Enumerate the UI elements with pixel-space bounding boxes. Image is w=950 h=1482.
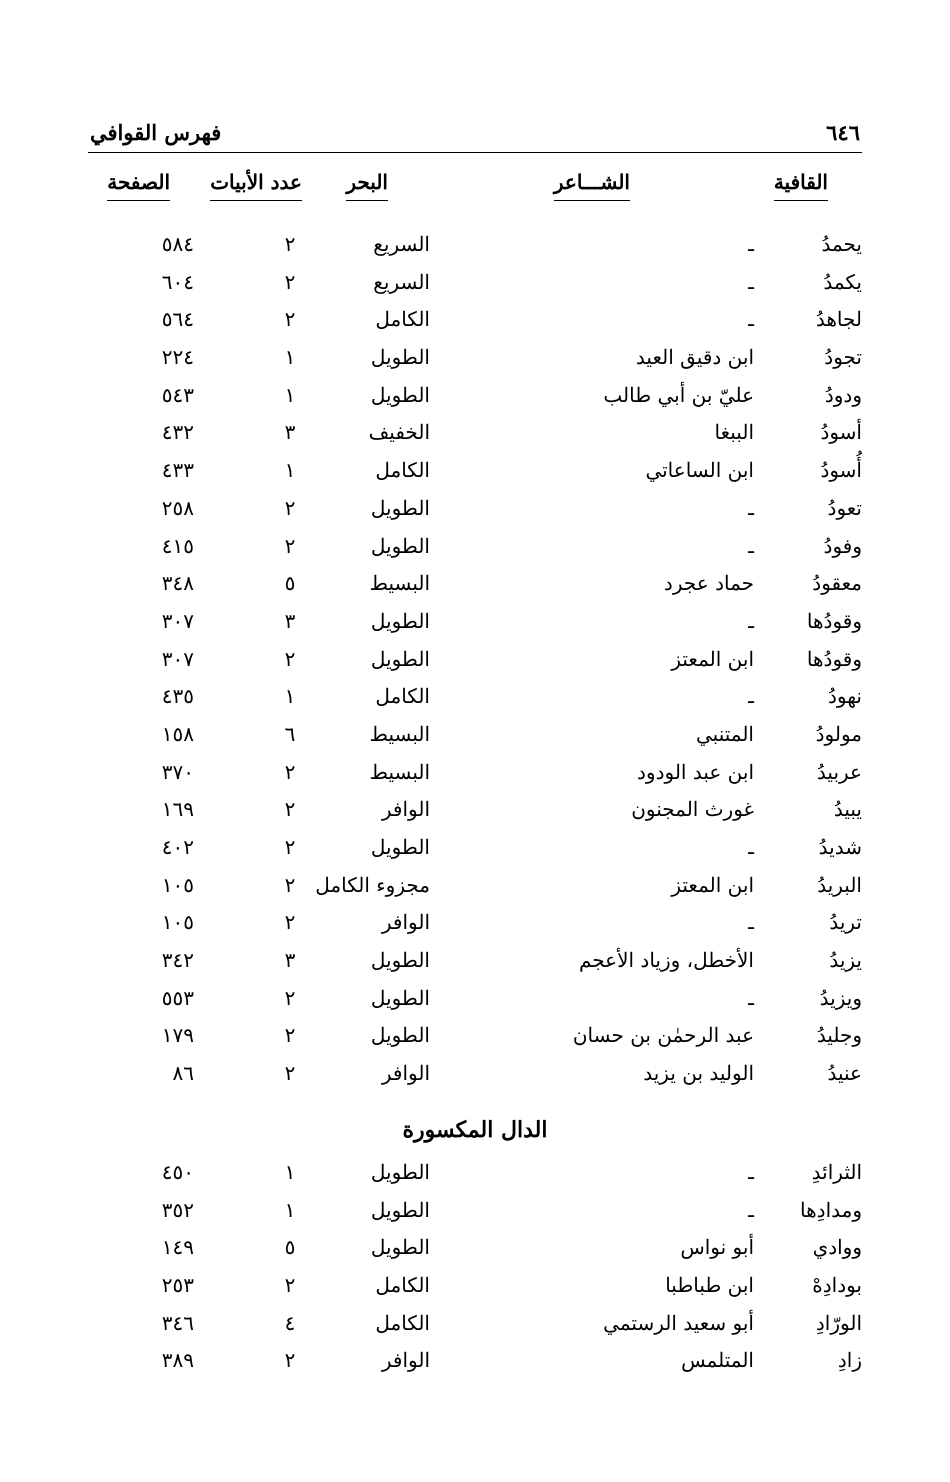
rhyme-table [88,226,862,1093]
table-row [88,339,862,377]
column-headers [88,170,862,214]
rhyme-cell: وقودُها [806,646,862,671]
meter-cell: الكامل [375,458,430,483]
poet-cell: حماد عجرد [663,571,754,596]
poet-cell: المتنبي [696,721,754,746]
poet-cell: الببغا [714,420,754,445]
verses-cell: ١ [284,458,296,483]
meter-cell: الكامل [375,1273,430,1298]
page-cell: ٢٥٣ [161,1273,194,1298]
meter-cell: الطويل [370,835,430,859]
verses-cell: ٢ [284,1023,296,1048]
meter-cell: الكامل [375,307,430,332]
poet-cell: عبد الرحمٰن بن حسان [572,1023,754,1048]
poet-cell: غورث المجنون [631,797,754,822]
poet-cell: ابن الساعاتي [645,458,754,483]
verses-cell: ٢ [284,307,296,332]
verses-cell: ٢ [284,269,296,294]
poet-cell: ابن طباطبا [665,1273,754,1298]
page-cell: ٣٤٢ [161,948,194,973]
header-rhyme: القافية [774,170,828,201]
verses-cell: ٢ [284,646,296,671]
meter-cell: الطويل [370,985,430,1010]
rhyme-cell: أُسودُ [820,458,862,483]
rhyme-table-kasra [88,1154,862,1380]
table-row [88,829,862,867]
header-verses: عدد الأبيات [210,170,302,201]
table-row [88,942,862,980]
verses-cell: ٣ [284,948,296,973]
page-cell: ١٠٥ [161,910,194,935]
meter-cell: الوافر [381,1061,430,1086]
poet-cell: الأخطل، وزياد الأعجم [578,948,754,973]
rhyme-cell: البريدُ [817,872,862,897]
table-row [88,1192,862,1230]
table-row [88,1305,862,1343]
meter-cell: الوافر [381,910,430,935]
verses-cell: ٢ [284,910,296,935]
page-cell: ٣٠٧ [161,608,194,633]
meter-cell: الخفيف [368,420,430,445]
rhyme-cell: تريدُ [829,910,862,935]
rhyme-cell: يحمدُ [821,232,862,256]
rhyme-cell: زادِ [837,1348,862,1373]
rhyme-cell: أسودُ [820,420,862,445]
table-row [88,1267,862,1305]
verses-cell: ١ [284,684,296,709]
poet-cell: ـ [748,232,754,256]
meter-cell: السريع [373,232,430,256]
meter-cell: الطويل [370,608,430,633]
page-cell: ٣٤٨ [161,571,194,596]
page-cell: ١٧٩ [161,1023,194,1048]
rhyme-cell: بودادِهْ [812,1273,862,1298]
verses-cell: ٢ [284,495,296,520]
meter-cell: الوافر [381,1348,430,1373]
page-cell: ٥٦٤ [161,307,194,332]
verses-cell: ٢ [284,872,296,897]
verses-cell: ٥ [284,571,296,596]
poet-cell: ـ [748,533,754,558]
rhyme-cell: يزيدُ [829,948,862,973]
page-cell: ٤٠٢ [161,835,194,859]
meter-cell: الطويل [370,1197,430,1222]
page-cell: ٥٨٤ [161,232,194,256]
table-row [88,414,862,452]
poet-cell: ابن دقيق العيد [635,345,754,370]
page-cell: ٤٣٣ [161,458,194,483]
table-row [88,301,862,339]
table-row [88,791,862,829]
meter-cell: الطويل [370,533,430,558]
page-cell: ١٤٩ [161,1235,194,1260]
page-cell: ٣٧٠ [161,759,194,784]
table-row [88,603,862,641]
rhyme-cell: وقودُها [806,608,862,633]
header-meter: البحر [346,170,388,201]
verses-cell: ٥ [284,1235,296,1260]
meter-cell: الطويل [370,1235,430,1260]
poet-cell: ـ [748,985,754,1010]
meter-cell: الكامل [375,684,430,709]
verses-cell: ١ [284,345,296,370]
table-row [88,377,862,415]
rhyme-cell: وجليدُ [816,1023,862,1048]
meter-cell: الطويل [370,948,430,973]
meter-cell: الوافر [381,797,430,822]
page-cell: ٥٥٣ [161,985,194,1010]
table-row [88,528,862,566]
table-row [88,867,862,905]
verses-cell: ٢ [284,797,296,822]
rhyme-cell: عنيدُ [827,1061,862,1086]
table-row [88,1229,862,1267]
rhyme-cell: شديدُ [818,835,862,859]
poet-cell: الوليد بن يزيد [643,1061,754,1086]
table-row [88,490,862,528]
verses-cell: ٢ [284,759,296,784]
poet-cell: أبو نواس [680,1235,754,1260]
poet-cell: ابن المعتز [671,872,754,897]
page-cell: ٣٨٩ [161,1348,194,1373]
meter-cell: السريع [373,269,430,294]
rhyme-cell: يبيدُ [833,797,862,822]
verses-cell: ٢ [284,533,296,558]
table-row [88,716,862,754]
verses-cell: ٢ [284,1061,296,1086]
meter-cell: البسيط [369,721,430,746]
poet-cell: ـ [748,495,754,520]
verses-cell: ١ [284,1160,296,1184]
meter-cell: الطويل [370,382,430,407]
verses-cell: ١ [284,382,296,407]
rhyme-cell: الورّادِ [815,1310,862,1335]
table-row [88,980,862,1018]
rhyme-cell: ودودُ [824,382,862,407]
page-cell: ٤٣٥ [161,684,194,709]
table-row [88,678,862,716]
page-cell: ٣٠٧ [161,646,194,671]
poet-cell: ـ [748,269,754,294]
poet-cell: ـ [748,1197,754,1222]
rhyme-cell: مولودُ [815,721,862,746]
table-row [88,1017,862,1055]
poet-cell: ـ [748,1160,754,1184]
rhyme-cell: عربيدُ [816,759,862,784]
rhyme-cell: تعودُ [827,495,862,520]
poet-cell: ـ [748,684,754,709]
meter-cell: الطويل [370,345,430,370]
index-title: فهرس القوافي [90,120,222,145]
verses-cell: ٢ [284,232,296,256]
section-title: الدال المكسورة [402,1117,548,1143]
poet-cell: ـ [748,608,754,633]
poet-cell: ابن عبد الودود [637,759,754,784]
meter-cell: الطويل [370,1160,430,1184]
page-cell: ٢٢٤ [161,345,194,370]
meter-cell: الطويل [370,495,430,520]
poet-cell: أبو سعيد الرستمي [603,1310,754,1335]
table-row [88,904,862,942]
verses-cell: ٣ [284,608,296,633]
verses-cell: ٢ [284,1273,296,1298]
poet-cell: ابن المعتز [671,646,754,671]
meter-cell: الطويل [370,646,430,671]
meter-cell: البسيط [369,759,430,784]
verses-cell: ٤ [284,1310,296,1335]
meter-cell: الكامل [375,1310,430,1335]
page-cell: ٤١٥ [161,533,194,558]
page-cell: ٢٥٨ [161,495,194,520]
meter-cell: البسيط [369,571,430,596]
verses-cell: ٢ [284,835,296,859]
table-row [88,264,862,302]
table-row [88,1342,862,1380]
verses-cell: ١ [284,1197,296,1222]
page-cell: ١٥٨ [161,721,194,746]
rhyme-cell: الثرائدِ [811,1160,862,1184]
table-row [88,565,862,603]
verses-cell: ٢ [284,1348,296,1373]
header-poet: الشـــاعر [554,170,630,201]
page-number: ٦٤٦ [826,120,860,145]
table-row [88,452,862,490]
page-cell: ٣٥٢ [161,1197,194,1222]
meter-cell: الطويل [370,1023,430,1048]
poet-cell: المتلمس [681,1348,754,1373]
meter-cell: مجزوء الكامل [315,872,430,897]
page-cell: ٤٣٢ [161,420,194,445]
running-head [88,116,862,153]
poet-cell: ـ [748,835,754,859]
table-row [88,1154,862,1192]
rhyme-cell: لجاهدُ [815,307,862,332]
rhyme-cell: يكمدُ [823,269,862,294]
verses-cell: ٦ [284,721,296,746]
poet-cell: ـ [748,910,754,935]
page-cell: ٤٥٠ [161,1160,194,1184]
page-cell: ٦٠٤ [161,269,194,294]
rhyme-cell: وفودُ [823,533,862,558]
rhyme-cell: ومدادِها [800,1197,862,1222]
page-cell: ٣٤٦ [161,1310,194,1335]
table-row [88,226,862,264]
table-row [88,641,862,679]
rhyme-cell: تجودُ [824,345,862,370]
rhyme-cell: ويزيدُ [819,985,862,1010]
page-cell: ٥٤٣ [161,382,194,407]
header-page: الصفحة [107,170,170,201]
page-cell: ١٦٩ [161,797,194,822]
poet-cell: عليّ بن أبي طالب [603,382,754,407]
rhyme-cell: ووادي [812,1235,862,1260]
rhyme-cell: معقودُ [812,571,862,596]
verses-cell: ٣ [284,420,296,445]
table-row [88,1055,862,1093]
rhyme-cell: نهودُ [827,684,862,709]
page-cell: ٨٦ [172,1061,194,1086]
poet-cell: ـ [748,307,754,332]
table-row [88,754,862,792]
page-cell: ١٠٥ [161,872,194,897]
verses-cell: ٢ [284,985,296,1010]
